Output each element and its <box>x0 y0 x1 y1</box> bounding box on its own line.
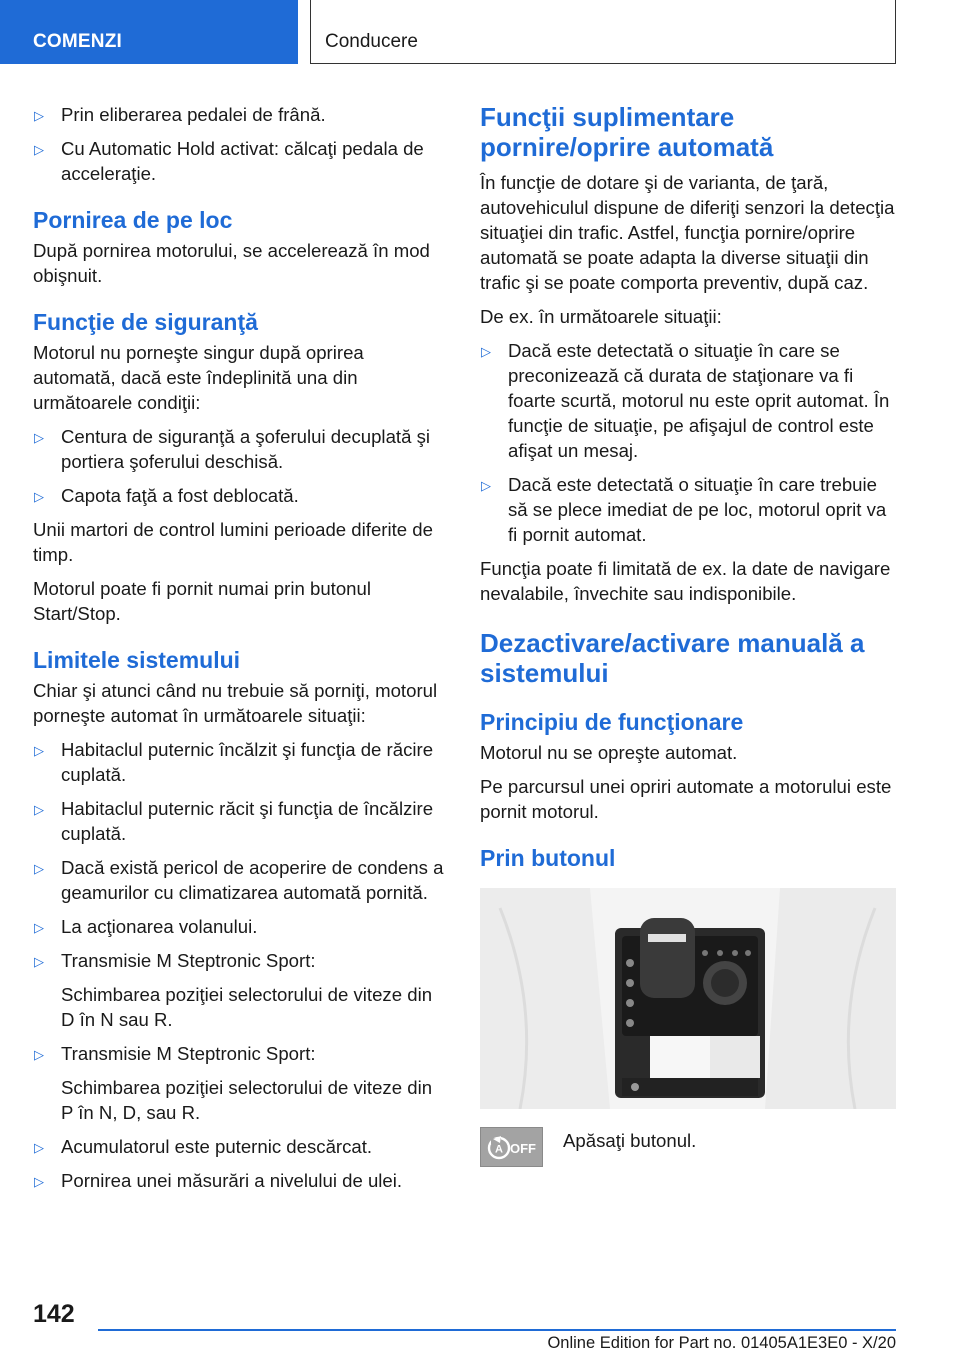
bullet-triangle-icon: ▷ <box>34 861 44 876</box>
bullet-triangle-icon: ▷ <box>34 1140 44 1155</box>
footer-rule <box>98 1329 896 1331</box>
bullet-triangle-icon: ▷ <box>34 743 44 758</box>
extra-list <box>480 338 896 547</box>
list-item <box>33 424 445 474</box>
limit-list <box>33 737 445 1193</box>
list-item <box>33 483 445 508</box>
list-item-text: Habitaclul puternic încălzit şi funcţia de răcire cuplată. <box>61 739 434 785</box>
bullet-triangle-icon: ▷ <box>34 1047 44 1062</box>
list-item-text: Habitaclul puternic răcit şi funcţia de încălzire cuplată. <box>61 798 434 844</box>
extra-text: În funcţie de dotare şi de varianta, de ţară, autovehiculul dispune de diferiţi senzori la detecţia situaţiei din trafic. Astfel, funcţia pornire/oprire automată se poate adapta la diverse situaţii din trafic şi se poate comporta preventiv, după caz. <box>480 172 895 293</box>
list-item-text: Cu Automatic Hold activat: călcaţi pedala de acceleraţie. <box>61 138 424 184</box>
list-item-text: Dacă există pericol de acoperire de condens a geamurilor cu climatizarea automată pornită. <box>61 857 444 903</box>
bullet-triangle-icon: ▷ <box>34 142 44 157</box>
bullet-triangle-icon: ▷ <box>34 1174 44 1189</box>
heading-limits: Limitele sistemului <box>33 647 241 673</box>
center-console-photo <box>480 888 896 1109</box>
bullet-triangle-icon: ▷ <box>34 802 44 817</box>
list-item <box>33 1134 445 1159</box>
example-text: De ex. în următoarele situaţii: <box>480 306 722 327</box>
list-item-text: La acţionarea volanului. <box>61 916 258 937</box>
safety-list <box>33 424 445 508</box>
heading-safety: Funcţie de siguranţă <box>33 309 258 335</box>
list-item-subtext: Schimbarea poziţiei selectorului de viteze din D în N sau R. <box>61 984 433 1030</box>
bullet-triangle-icon: ▷ <box>34 954 44 969</box>
off-icon-label: OFF <box>509 1141 536 1156</box>
intro-list <box>33 102 445 186</box>
safety-text: Motorul nu porneşte singur după oprirea automată, dacă este îndeplinită una din următoarele condiţii: <box>33 342 364 413</box>
list-item-text: Transmisie M Steptronic Sport: <box>61 1043 316 1064</box>
bullet-triangle-icon: ▷ <box>34 489 44 504</box>
list-item-subtext: Schimbarea poziţiei selectorului de viteze din P în N, D, sau R. <box>61 1077 433 1123</box>
right-column <box>480 102 896 1167</box>
list-item <box>33 855 445 905</box>
during-text: Pe parcursul unei opriri automate a motorului este pornit motorul. <box>480 776 892 822</box>
list-item <box>33 737 445 787</box>
list-item <box>33 1168 445 1193</box>
bullet-triangle-icon: ▷ <box>34 920 44 935</box>
list-item-text: Centura de siguranţă a şoferului decuplată şi portiera şoferului deschisă. <box>61 426 431 472</box>
list-item <box>480 338 896 463</box>
lamps-text: Unii martori de control lumini perioade diferite de timp. <box>33 519 433 565</box>
heading-extra-functions: Funcţii suplimentare pornire/oprire automată <box>480 102 774 162</box>
limited-text: Funcţia poate fi limitată de ex. la date de navigare nevalabile, învechite sau indisponibile. <box>480 558 891 604</box>
list-item-text: Pornirea unei măsurări a nivelului de ulei. <box>61 1170 403 1191</box>
button-text: Motorul poate fi pornit numai prin butonul Start/Stop. <box>33 578 371 624</box>
press-text: Apăsaţi butonul. <box>563 1130 697 1151</box>
section-tab: COMENZI <box>0 0 298 64</box>
limits-text: Chiar şi atunci când nu trebuie să porniţi, motorul porneşte automat în următoarele situaţii: <box>33 680 438 726</box>
page-number: 142 <box>33 1300 75 1328</box>
heading-manual: Dezactivare/activare manuală a sistemului <box>480 628 865 688</box>
list-item-text: Dacă este detectată o situaţie în care se preconizează că durata de staţionare va fi foarte scurtă, motorul nu este oprit automat. În funcţie de situaţie, pe afişajul de control este afişat un mesaj. <box>508 340 890 461</box>
list-item-text: Acumulatorul este puternic descărcat. <box>61 1136 373 1157</box>
list-item <box>33 102 445 127</box>
list-item-text: Prin eliberarea pedalei de frână. <box>61 104 326 125</box>
chapter-title: Conducere <box>310 0 896 64</box>
list-item-text: Dacă este detectată o situaţie în care trebuie să se plece imediat de pe loc, motorul oprit va fi pornit automat. <box>508 474 887 545</box>
heading-by-button: Prin butonul <box>480 845 616 871</box>
svg-text:A: A <box>494 1143 503 1156</box>
list-item <box>33 796 445 846</box>
list-item <box>33 948 445 1032</box>
bullet-triangle-icon: ▷ <box>34 430 44 445</box>
list-item <box>480 472 896 547</box>
bullet-triangle-icon: ▷ <box>34 108 44 123</box>
press-button-row <box>480 1127 896 1167</box>
noauto-text: Motorul nu se opreşte automat. <box>480 742 738 763</box>
list-item <box>33 136 445 186</box>
auto-start-stop-off-icon <box>480 1127 543 1167</box>
list-item <box>33 1041 445 1125</box>
start-text: După pornirea motorului, se accelerează în mod obişnuit. <box>33 240 430 286</box>
list-item-text: Capota faţă a fost deblocată. <box>61 485 299 506</box>
footer-edition: Online Edition for Part no. 01405A1E3E0 - X/20 <box>547 1334 896 1352</box>
list-item-text: Transmisie M Steptronic Sport: <box>61 950 316 971</box>
bullet-triangle-icon: ▷ <box>481 478 491 493</box>
heading-start: Pornirea de pe loc <box>33 207 233 233</box>
heading-principle: Principiu de funcţionare <box>480 709 744 735</box>
list-item <box>33 914 445 939</box>
bullet-triangle-icon: ▷ <box>481 344 491 359</box>
left-column <box>33 102 445 1202</box>
